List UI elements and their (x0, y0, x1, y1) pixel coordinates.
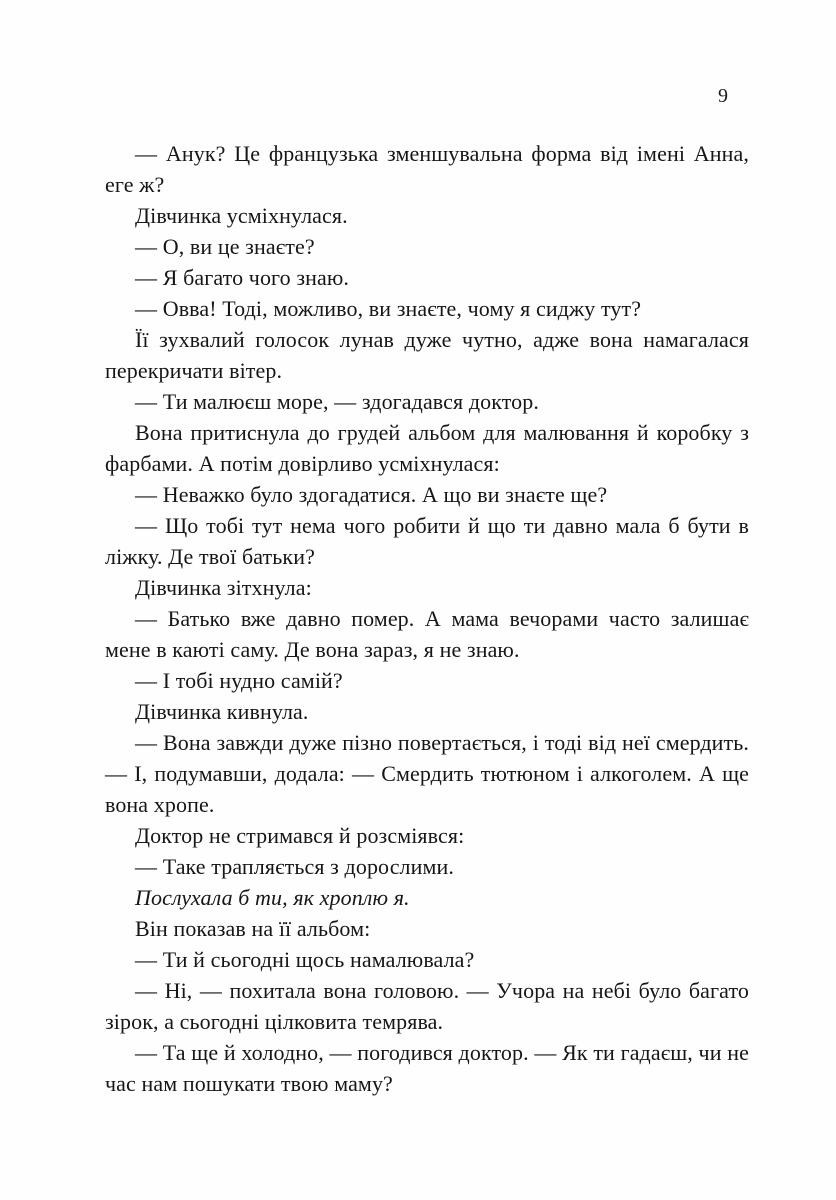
paragraph: Дівчинка усміхнулася. (135, 203, 348, 228)
paragraph: Вона притиснула до грудей альбом для малювання й коробку з фарбами. А потім довірливо усміхнулася: (105, 420, 749, 476)
paragraph: — Овва! Тоді, можливо, ви знаєте, чому я сиджу тут? (135, 296, 642, 321)
paragraph-inner-monologue: Послухала б ти, як хроплю я. (135, 885, 410, 910)
paragraph: — Вона завжди дуже пізно повертається, і тоді від неї смердить. — І, подумавши, додала: — Смердить тютюном і алкоголем. А ще вона хропе. (105, 730, 749, 817)
paragraph: Дівчинка зітхнула: (135, 575, 312, 600)
paragraph: Він показав на її альбом: (135, 916, 371, 941)
paragraph: Доктор не стримався й розсміявся: (135, 823, 465, 848)
paragraph: — Та ще й холодно, — погодився доктор. — Як ти гадаєш, чи не час нам пошукати твою маму? (105, 1040, 749, 1096)
paragraph: — Ні, — похитала вона головою. — Учора на небі було багато зірок, а сьогодні цілковита темрява. (105, 978, 749, 1034)
page-number: 9 (718, 85, 728, 107)
paragraph: — Ти й сьогодні щось намалювала? (135, 947, 475, 972)
paragraph: — Неважко було здогадатися. А що ви знаєте ще? (135, 482, 608, 507)
paragraph: — Анук? Це французька зменшувальна форма від імені Анна, еге ж? (105, 141, 749, 197)
paragraph: — Що тобі тут нема чого робити й що ти давно мала б бути в ліжку. Де твої батьки? (105, 513, 749, 569)
paragraph: Її зухвалий голосок лунав дуже чутно, адже вона намагалася перекричати вітер. (105, 327, 749, 383)
paragraph: — Ти малюєш море, — здогадався доктор. (135, 389, 539, 414)
paragraph: — Батько вже давно помер. А мама вечорами часто залишає мене в каюті саму. Де вона зараз, я не знаю. (105, 606, 749, 662)
text-block (105, 138, 749, 1099)
paragraph: — О, ви це знаєте? (135, 234, 315, 259)
paragraph: — Таке трапляється з дорослими. (135, 854, 455, 879)
paragraph: — І тобі нудно самій? (135, 668, 343, 693)
paragraph: — Я багато чого знаю. (135, 265, 349, 290)
paragraph: Дівчинка кивнула. (135, 699, 309, 724)
